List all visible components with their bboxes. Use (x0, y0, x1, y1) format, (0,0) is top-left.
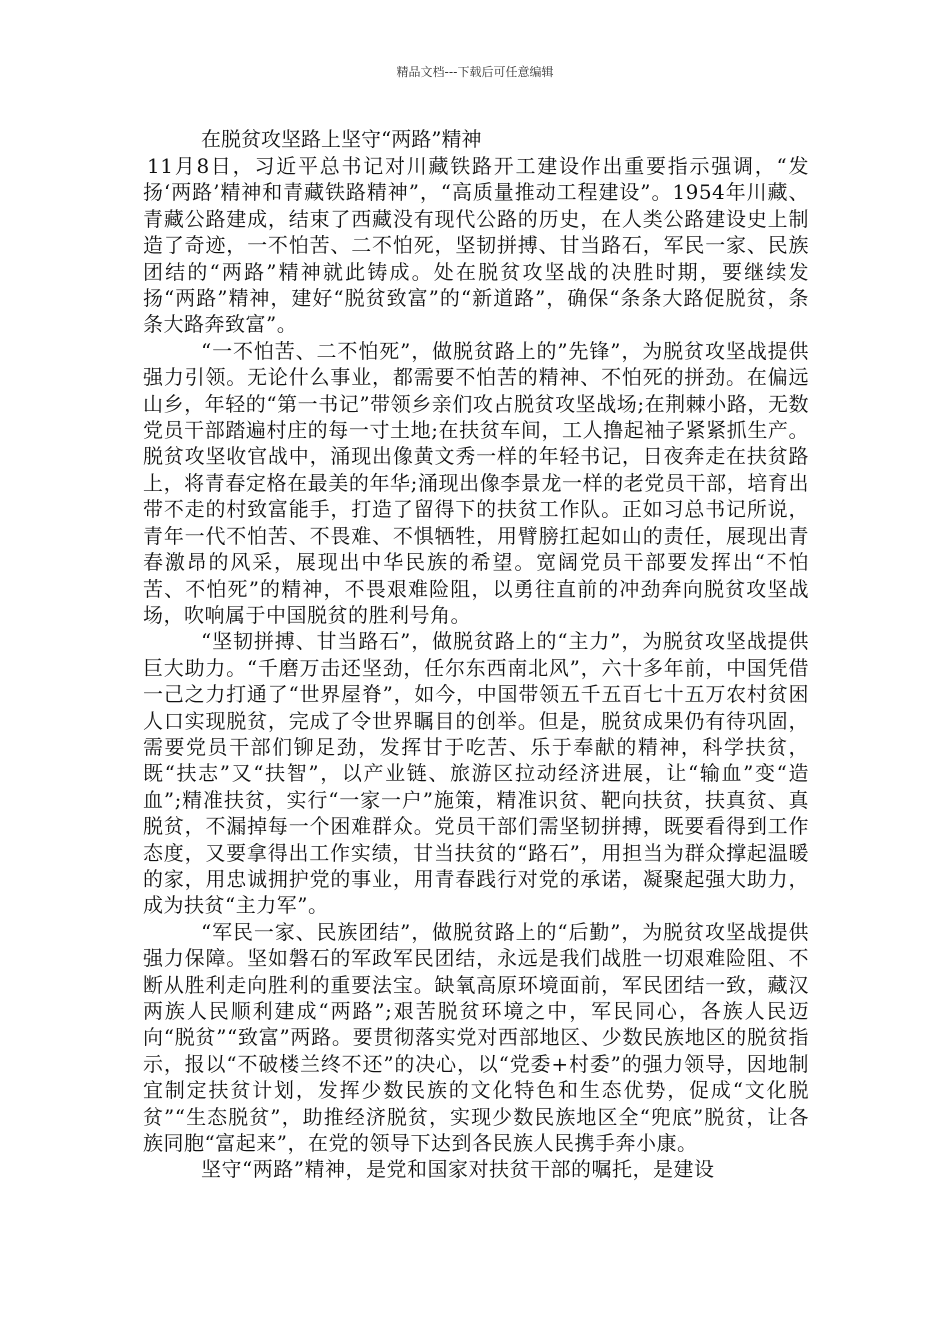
document-body (143, 126, 809, 1183)
paragraph-5: 坚守“两路”精神，是党和国家对扶贫干部的嘱托，是建设 (201, 1157, 715, 1182)
paragraph-2: “一不怕苦、二不怕死”，做脱贫路上的”先锋”，为脱贫攻坚战提供强力引领。无论什么事业，都需要不怕苦的精神、不怕死的拼劲。在偏远山乡，年轻的“第一书记”带领乡亲们攻占脱贫攻坚战场;在荆棘小路，无数党员干部踏遍村庄的每一寸土地;在扶贫车间，工人撸起袖子紧紧抓生产。脱贫攻坚收官战中，涌现出像黄文秀一样的年轻书记，日夜奔走在扶贫路上，将青春定格在最美的年华;涌现出像李景龙一样的老党员干部，培育出带不走的村致富能手，打造了留得下的扶贫工作队。正如习总书记所说，青年一代不怕苦、不畏难、不惧牺牲，用臂膀扛起如山的责任，展现出青春激昂的风采，展现出中华民族的希望。宽阔党员干部要发挥出“不怕苦、不怕死”的精神，不畏艰难险阻，以勇往直前的冲劲奔向脱贫攻坚战场，吹响属于中国脱贫的胜利号角。 (143, 338, 809, 627)
paragraph-3: “坚韧拼搏、甘当路石”，做脱贫路上的“主力”，为脱贫攻坚战提供巨大助力。“千磨万击还坚劲，任尔东西南北风”，六十多年前，中国凭借一己之力打通了“世界屋脊”，如今，中国带领五千五百七十五万农村贫困人口实现脱贫，完成了令世界瞩目的创举。但是，脱贫成果仍有待巩固，需要党员干部们铆足劲，发挥甘于吃苦、乐于奉献的精神，科学扶贫，既“扶志”又“扶智”，以产业链、旅游区拉动经济进展，让“输血”变“造血”;精准扶贫，实行“一家一户”施策，精准识贫、靶向扶贫，扶真贫、真脱贫，不漏掉每一个困难群众。党员干部们需坚韧拼搏，既要看得到工作态度，又要拿得出工作实绩，甘当扶贫的“路石”，用担当为群众撑起温暖的家，用忠诚拥护党的事业，用青春践行对党的承诺，凝聚起强大助力，成为扶贫“主力军”。 (143, 629, 809, 918)
paragraph-1: 11月8日，习近平总书记对川藏铁路开工建设作出重要指示强调，“发扬‘两路’精神和青藏铁路精神”，“高质量推动工程建设”。1954年川藏、青藏公路建成，结束了西藏没有现代公路的历史，在人类公路建设史上制造了奇迹，一不怕苦、二不怕死，坚韧拼搏、甘当路石，军民一家、民族团结的“两路”精神就此铸成。处在脱贫攻坚战的决胜时期，要继续发扬“两路”精神，建好“脱贫致富”的“新道路”，确保“条条大路促脱贫，条条大路奔致富”。 (143, 154, 809, 337)
article-title: 在脱贫攻坚路上坚守“两路”精神 (201, 127, 482, 151)
page-header: 精品文档---下载后可任意编辑 (396, 65, 554, 79)
paragraph-4: “军民一家、民族团结”，做脱贫路上的“后勤”，为脱贫攻坚战提供强力保障。坚如磐石的军政军民团结，永远是我们战胜一切艰难险阻、不断从胜利走向胜利的重要法宝。缺氧高原环境面前，军民团结一致，藏汉两族人民顺利建成“两路”;艰苦脱贫环境之中，军民同心，各族人民迈向“脱贫”“致富”两路。要贯彻落实党对西部地区、少数民族地区的脱贫指示，报以“不破楼兰终不还”的决心，以“党委+村委”的强力领导，因地制宜制定扶贫计划，发挥少数民族的文化特色和生态优势，促成“文化脱贫”“生态脱贫”，助推经济脱贫，实现少数民族地区全“兜底”脱贫，让各族同胞“富起来”，在党的领导下达到各民族人民携手奔小康。 (143, 919, 809, 1156)
